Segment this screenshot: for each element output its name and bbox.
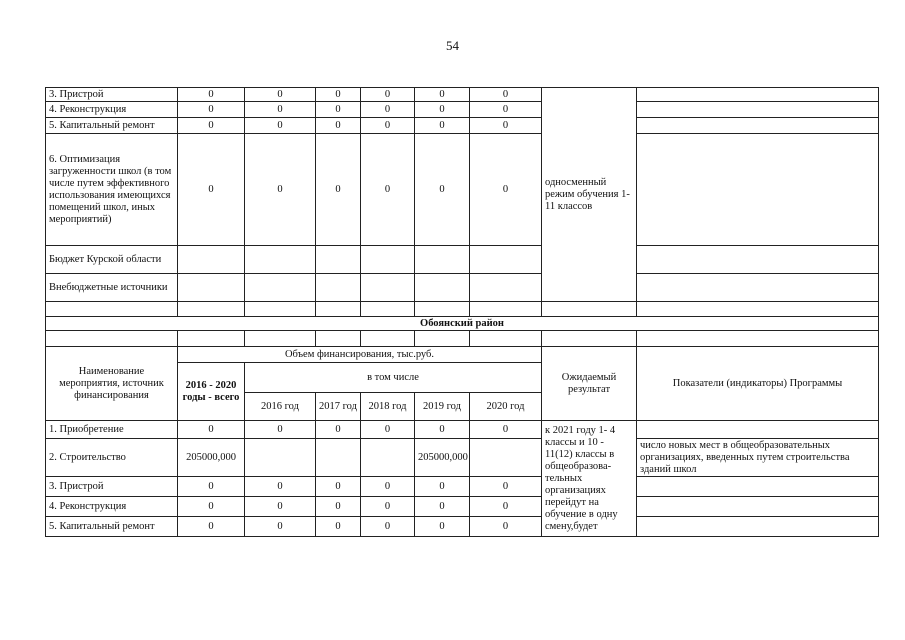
indicator-cell bbox=[637, 477, 879, 497]
cell-2017 bbox=[316, 274, 361, 302]
cell-2016: 0 bbox=[245, 134, 316, 246]
cell-2019: 0 bbox=[415, 88, 470, 102]
cell-2016: 0 bbox=[245, 497, 316, 517]
table-row bbox=[46, 477, 879, 497]
cell-2020 bbox=[470, 274, 542, 302]
indicator-cell bbox=[637, 118, 879, 134]
table-row bbox=[46, 497, 879, 517]
header-year-2019: 2019 год bbox=[415, 393, 470, 421]
header-year-2016: 2016 год bbox=[245, 393, 316, 421]
row-label: 3. Пристрой bbox=[46, 477, 178, 497]
row-label: 4. Реконструкция bbox=[46, 497, 178, 517]
cell-total: 0 bbox=[178, 517, 245, 537]
cell-2018 bbox=[361, 439, 415, 477]
cell-2017: 0 bbox=[316, 497, 361, 517]
indicator-cell bbox=[637, 134, 879, 246]
cell-2016: 0 bbox=[245, 421, 316, 439]
cell-2020: 0 bbox=[470, 102, 542, 118]
cell-2016: 0 bbox=[245, 477, 316, 497]
cell-total bbox=[178, 274, 245, 302]
cell-total: 0 bbox=[178, 421, 245, 439]
section-row bbox=[46, 317, 879, 331]
row-label: 4. Реконструкция bbox=[46, 102, 178, 118]
header-financing: Объем финансирования, тыс.руб. bbox=[178, 347, 542, 363]
header-year-2018: 2018 год bbox=[361, 393, 415, 421]
cell-2018: 0 bbox=[361, 118, 415, 134]
cell-2018: 0 bbox=[361, 88, 415, 102]
cell-2019: 0 bbox=[415, 421, 470, 439]
cell-2020 bbox=[470, 439, 542, 477]
indicator-cell bbox=[637, 421, 879, 439]
header-year-2020: 2020 год bbox=[470, 393, 542, 421]
cell-2019: 0 bbox=[415, 517, 470, 537]
table-row bbox=[46, 102, 879, 118]
cell-2018 bbox=[361, 246, 415, 274]
indicator-cell bbox=[637, 88, 879, 102]
cell-2016: 0 bbox=[245, 118, 316, 134]
cell-2020 bbox=[470, 246, 542, 274]
cell-2019: 0 bbox=[415, 134, 470, 246]
header-name-col: Наименование мероприятия, источник финансирования bbox=[46, 347, 178, 421]
cell-2017 bbox=[316, 439, 361, 477]
table-row bbox=[46, 421, 879, 439]
table-row bbox=[46, 517, 879, 537]
table-row bbox=[46, 274, 879, 302]
header-indicators: Показатели (индикаторы) Программы bbox=[637, 347, 879, 421]
cell-2016: 0 bbox=[245, 88, 316, 102]
cell-2018 bbox=[361, 274, 415, 302]
cell-2020: 0 bbox=[470, 118, 542, 134]
header-year-2017: 2017 год bbox=[316, 393, 361, 421]
cell-2017: 0 bbox=[316, 118, 361, 134]
cell-2019 bbox=[415, 274, 470, 302]
row-label: 5. Капитальный ремонт bbox=[46, 118, 178, 134]
cell-2017 bbox=[316, 246, 361, 274]
cell-2017: 0 bbox=[316, 517, 361, 537]
cell-2017: 0 bbox=[316, 102, 361, 118]
table-row bbox=[46, 246, 879, 274]
row-label: 2. Строительство bbox=[46, 439, 178, 477]
cell-total: 0 bbox=[178, 118, 245, 134]
cell-2019: 0 bbox=[415, 102, 470, 118]
header-total: 2016 - 2020 годы - всего bbox=[178, 363, 245, 421]
cell-total bbox=[178, 246, 245, 274]
section-title: Обоянский район bbox=[46, 317, 879, 331]
spacer-row bbox=[46, 331, 879, 347]
row-label: 5. Капитальный ремонт bbox=[46, 517, 178, 537]
row-label: 6. Оптимизация загруженности школ (в том числе путем эффективного использования имеющихся помещений школ, иных мероприятий) bbox=[46, 134, 178, 246]
cell-2018: 0 bbox=[361, 421, 415, 439]
indicator-cell bbox=[637, 246, 879, 274]
cell-total: 0 bbox=[178, 88, 245, 102]
cell-total: 0 bbox=[178, 102, 245, 118]
table-row bbox=[46, 439, 879, 477]
cell-total: 0 bbox=[178, 134, 245, 246]
cell-2019 bbox=[415, 246, 470, 274]
cell-2017: 0 bbox=[316, 88, 361, 102]
cell-total: 0 bbox=[178, 477, 245, 497]
cell-2019: 0 bbox=[415, 497, 470, 517]
cell-2019: 0 bbox=[415, 118, 470, 134]
indicator-cell bbox=[637, 497, 879, 517]
row-label: Внебюджетные источники bbox=[46, 274, 178, 302]
cell-2020: 0 bbox=[470, 134, 542, 246]
header-incl: в том числе bbox=[245, 363, 542, 393]
cell-2016 bbox=[245, 246, 316, 274]
row-label: 1. Приобретение bbox=[46, 421, 178, 439]
cell-2019: 0 bbox=[415, 477, 470, 497]
table-row bbox=[46, 118, 879, 134]
expected-result-bottom: к 2021 году 1- 4 классы и 10 - 11(12) классы в общеобразова-тельных организациях перейдут на обучение в одну смену,будет bbox=[542, 421, 637, 537]
cell-2020: 0 bbox=[470, 477, 542, 497]
page-number: 54 bbox=[446, 38, 459, 53]
cell-2020: 0 bbox=[470, 497, 542, 517]
cell-2016: 0 bbox=[245, 102, 316, 118]
cell-2020: 0 bbox=[470, 517, 542, 537]
cell-2019: 205000,000 bbox=[415, 439, 470, 477]
cell-2016: 0 bbox=[245, 517, 316, 537]
cell-2020: 0 bbox=[470, 421, 542, 439]
cell-2018: 0 bbox=[361, 517, 415, 537]
cell-2018: 0 bbox=[361, 102, 415, 118]
financing-table bbox=[45, 87, 879, 537]
header-row bbox=[46, 347, 879, 363]
cell-2018: 0 bbox=[361, 497, 415, 517]
spacer-row bbox=[46, 302, 879, 317]
cell-2018: 0 bbox=[361, 477, 415, 497]
indicator-cell bbox=[637, 517, 879, 537]
indicator-cell bbox=[637, 102, 879, 118]
header-expected: Ожидаемый результат bbox=[542, 347, 637, 421]
cell-total: 0 bbox=[178, 497, 245, 517]
indicator-text: число новых мест в общеобразовательных организациях, введенных путем строительства зданий школ bbox=[637, 439, 879, 477]
cell-total: 205000,000 bbox=[178, 439, 245, 477]
cell-2016 bbox=[245, 274, 316, 302]
row-label: Бюджет Курской области bbox=[46, 246, 178, 274]
table-row bbox=[46, 88, 879, 102]
cell-2017: 0 bbox=[316, 134, 361, 246]
cell-2017: 0 bbox=[316, 421, 361, 439]
cell-2020: 0 bbox=[470, 88, 542, 102]
cell-2017: 0 bbox=[316, 477, 361, 497]
cell-2018: 0 bbox=[361, 134, 415, 246]
indicator-cell bbox=[637, 274, 879, 302]
expected-result-top: односменный режим обучения 1-11 классов bbox=[542, 88, 637, 302]
cell-2016 bbox=[245, 439, 316, 477]
row-label: 3. Пристрой bbox=[46, 88, 178, 102]
table-row bbox=[46, 134, 879, 246]
